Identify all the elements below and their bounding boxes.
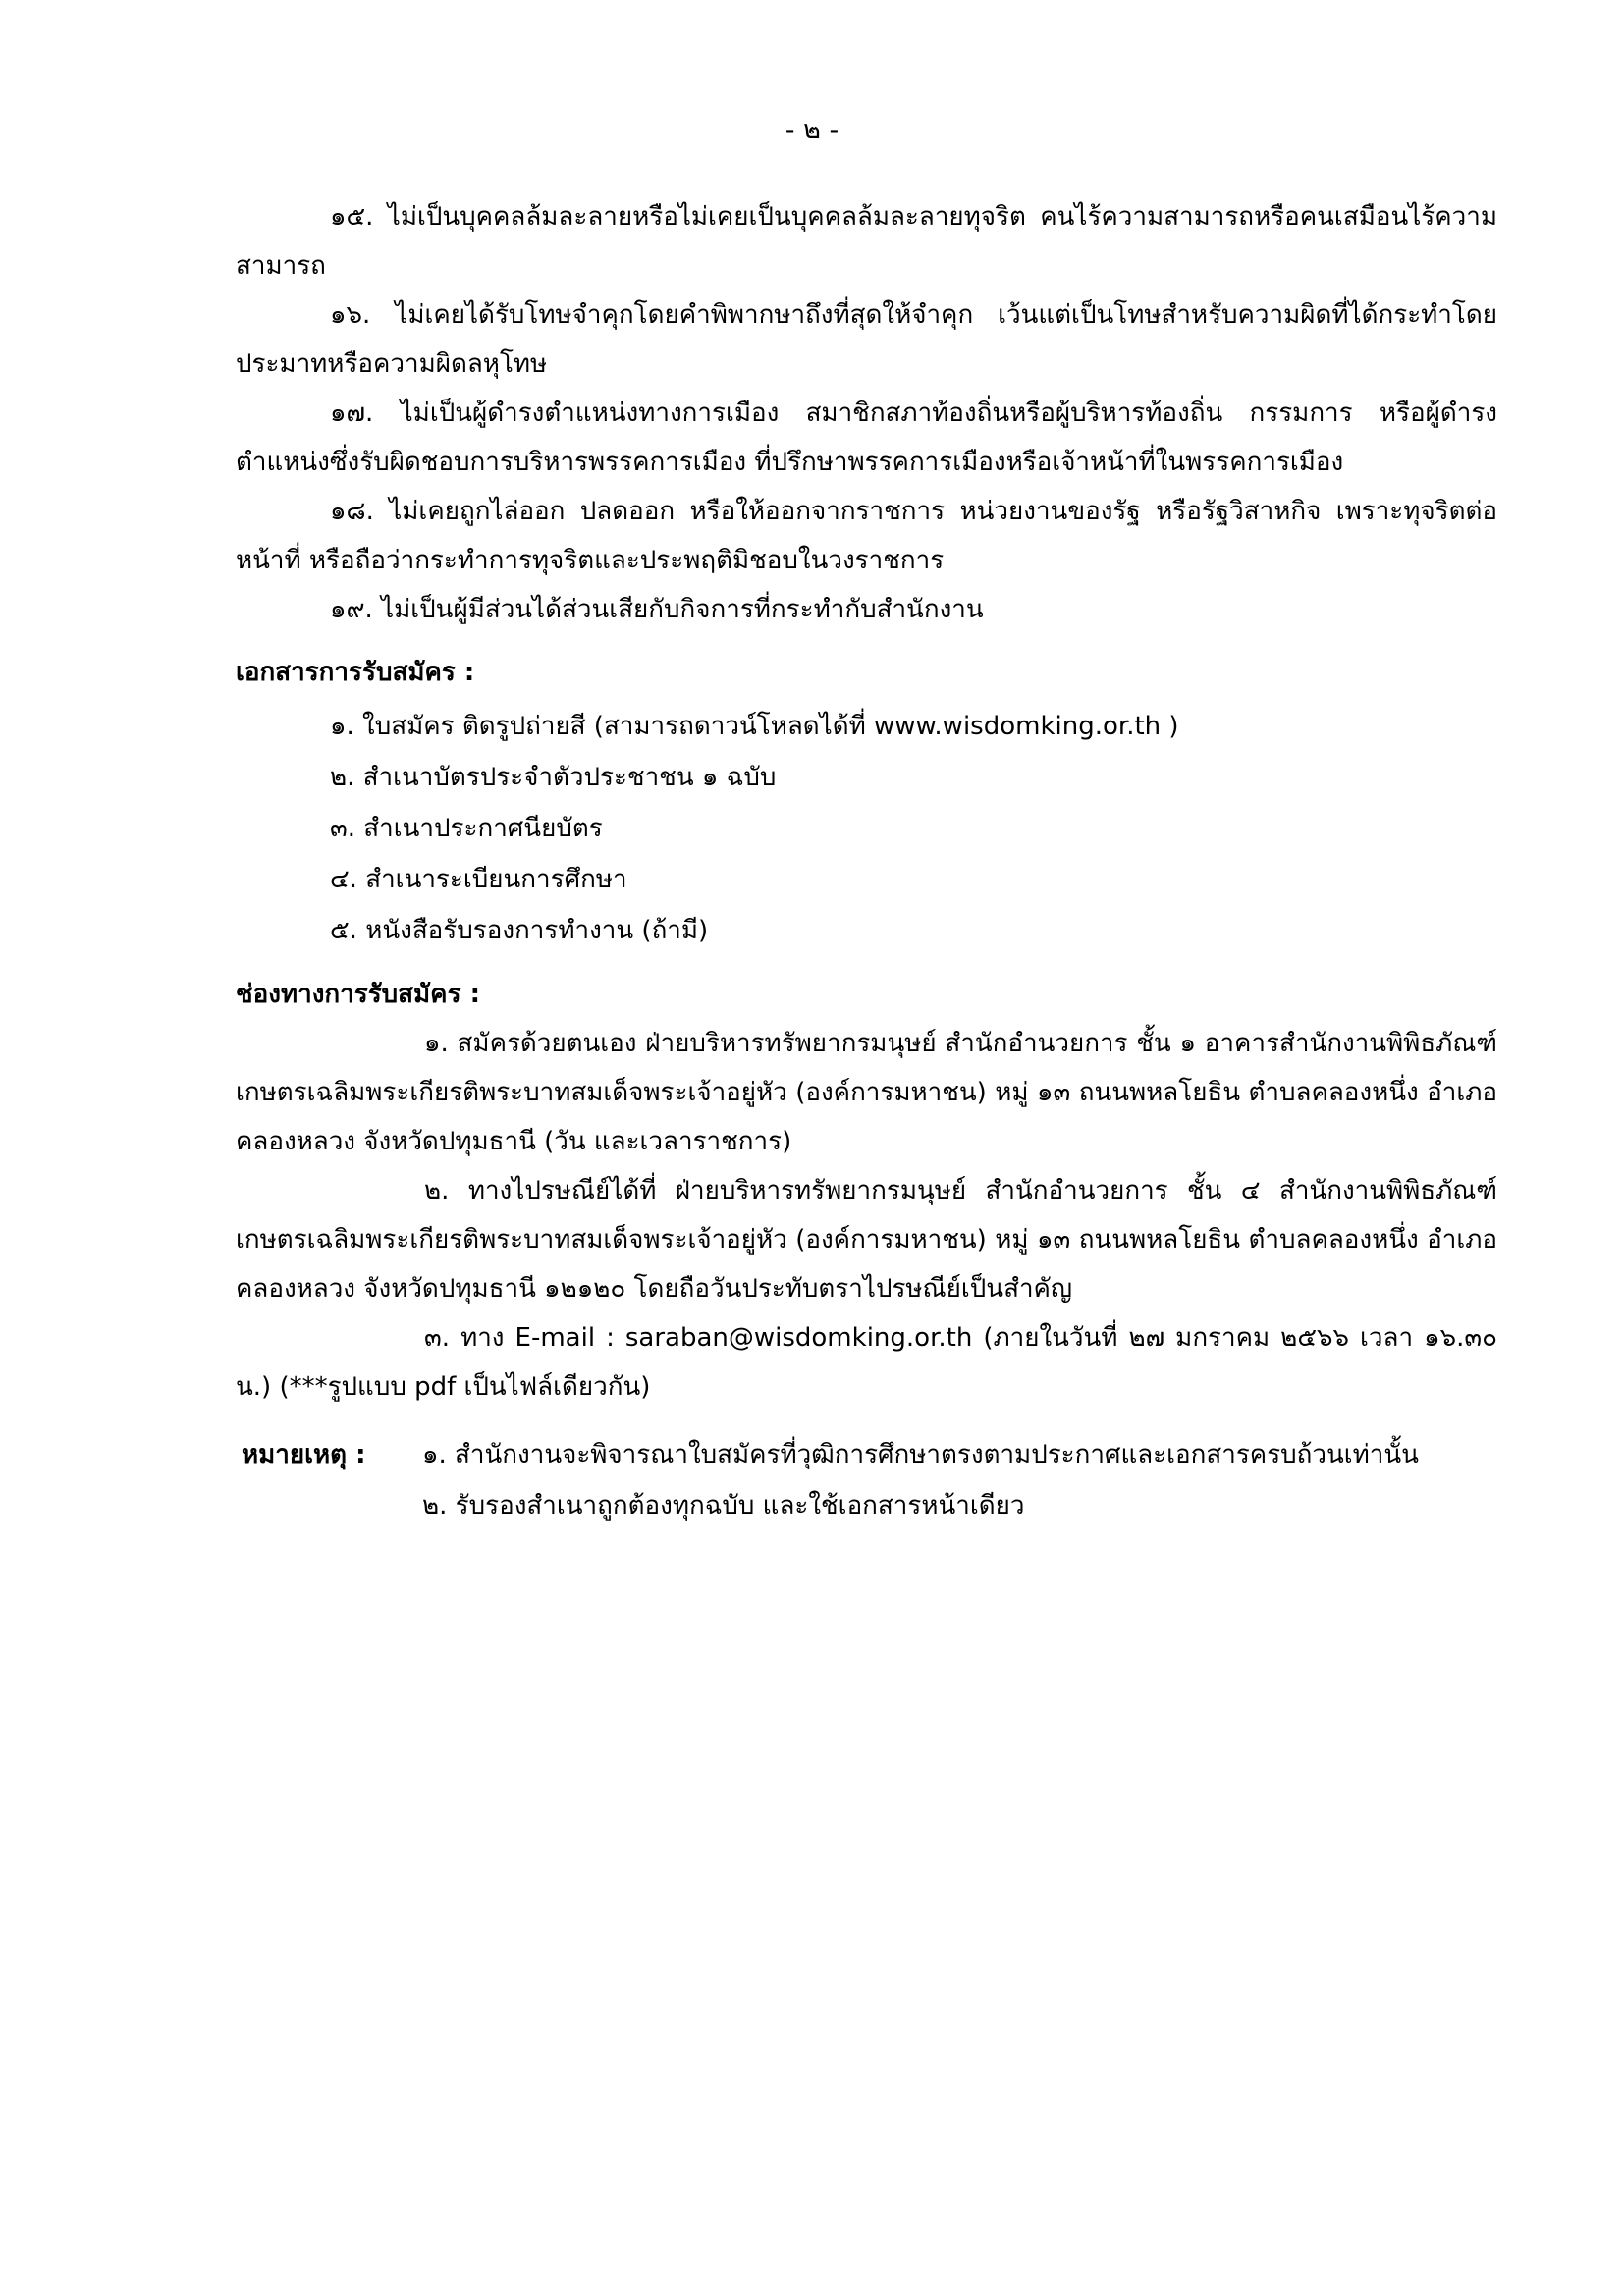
documents-list [236,701,1497,956]
channel-item: ๒. ทางไปรษณีย์ได้ที่ ฝ่ายบริหารทรัพยากรมนุษย์ สำนักอำนวยการ ชั้น ๔ สำนักงานพิพิธภัณฑ์เกษตรเฉลิมพระเกียรติพระบาทสมเด็จพระเจ้าอยู่หัว (องค์การมหาชน) หมู่ ๑๓ ถนนพหลโยธิน ตำบลคลองหนึ่ง อำเภอคลองหลวง จังหวัดปทุมธานี ๑๒๑๒๐ โดยถือวันประทับตราไปรษณีย์เป็นสำคัญ [236,1176,1497,1304]
document-item: ๕. หนังสือรับรองการทำงาน (ถ้ามี) [330,916,709,945]
channel-item: ๓. ทาง E-mail : saraban@wisdomking.or.th (ภายในวันที่ ๒๗ มกราคม ๒๕๖๖ เวลา ๑๖.๓๐ น.) (***รูปแบบ pdf เป็นไฟล์เดียวกัน) [236,1323,1497,1402]
qualification-item: ๑๘. ไม่เคยถูกไล่ออก ปลดออก หรือให้ออกจากราชการ หน่วยงานของรัฐ หรือรัฐวิสาหกิจ เพราะทุจริตต่อหน้าที่ หรือถือว่ากระทำการทุจริตและประพฤติมิชอบในวงราชการ [236,497,1497,575]
page-number: - ๒ - [785,115,839,145]
channels-heading: ช่องทางการรับสมัคร : [236,980,480,1009]
note-item: ๑. สำนักงานจะพิจารณาใบสมัครที่วุฒิการศึกษาตรงตามประกาศและเอกสารครบถ้วนเท่านั้น [422,1440,1419,1469]
note-item: ๒. รับรองสำเนาถูกต้องทุกฉบับ และใช้เอกสารหน้าเดียว [422,1491,1025,1521]
qualification-item: ๑๖. ไม่เคยได้รับโทษจำคุกโดยคำพิพากษาถึงที่สุดให้จำคุก เว้นแต่เป็นโทษสำหรับความผิดที่ได้กระทำโดยประมาทหรือความผิดลหุโทษ [236,300,1497,379]
channels-list [236,1019,1497,1412]
document-item: ๒. สำเนาบัตรประจำตัวประชาชน ๑ ฉบับ [330,763,777,792]
note-label: หมายเหตุ : [242,1440,366,1469]
note-items [422,1429,1497,1531]
qualification-item: ๑๙. ไม่เป็นผู้มีส่วนได้ส่วนเสียกับกิจการที่กระทำกับสำนักงาน [330,595,984,624]
channel-item: ๑. สมัครด้วยตนเอง ฝ่ายบริหารทรัพยากรมนุษย์ สำนักอำนวยการ ชั้น ๑ อาคารสำนักงานพิพิธภัณฑ์เกษตรเฉลิมพระเกียรติพระบาทสมเด็จพระเจ้าอยู่หัว (องค์การมหาชน) หมู่ ๑๓ ถนนพหลโยธิน ตำบลคลองหนึ่ง อำเภอคลองหลวง จังหวัดปทุมธานี (วัน และเวลาราชการ) [236,1029,1497,1156]
document-body [236,192,1497,1531]
document-item: ๑. ใบสมัคร ติดรูปถ่ายสี (สามารถดาวน์โหลดได้ที่ www.wisdomking.or.th ) [330,712,1179,741]
qualification-item: ๑๕. ไม่เป็นบุคคลล้มละลายหรือไม่เคยเป็นบุคคลล้มละลายทุจริต คนไร้ความสามารถหรือคนเสมือนไร้ความสามารถ [236,202,1497,281]
note-section [236,1429,1497,1531]
document-item: ๓. สำเนาประกาศนียบัตร [330,814,603,843]
documents-heading: เอกสารการรับสมัคร : [236,658,475,687]
document-item: ๔. สำเนาระเบียนการศึกษา [330,865,627,894]
qualifications-list [236,192,1497,634]
qualification-item: ๑๗. ไม่เป็นผู้ดำรงตำแหน่งทางการเมือง สมาชิกสภาท้องถิ่นหรือผู้บริหารท้องถิ่น กรรมการ หรือผู้ดำรงตำแหน่งซึ่งรับผิดชอบการบริหารพรรคการเมือง ที่ปรึกษาพรรคการเมืองหรือเจ้าหน้าที่ในพรรคการเมือง [236,399,1497,477]
